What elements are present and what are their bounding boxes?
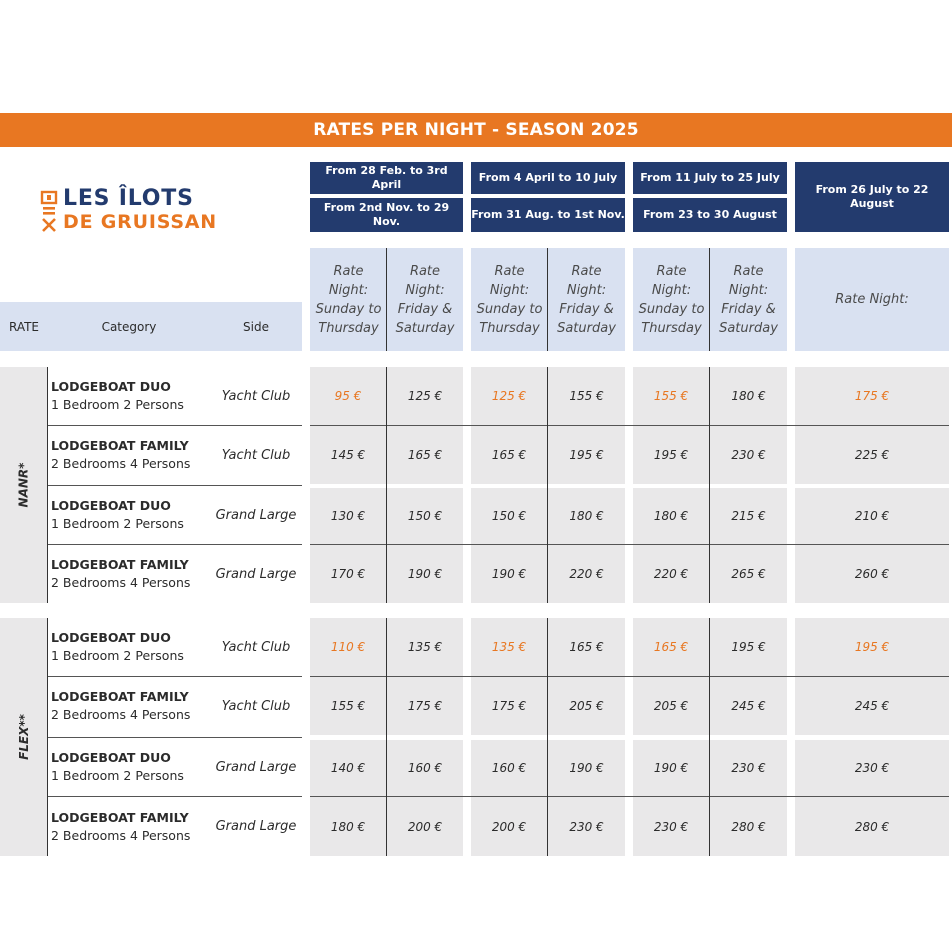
divider	[386, 248, 387, 351]
side-label: Grand Large	[215, 507, 297, 523]
price-cell: 175 €	[387, 677, 463, 735]
price-cell: 280 €	[710, 797, 787, 856]
logo	[40, 187, 280, 237]
divider	[386, 367, 387, 603]
table-row-category	[48, 367, 210, 425]
rate-group-label	[0, 618, 47, 856]
header-p3-weekend: Rate Night: Friday & Saturday	[710, 248, 787, 351]
price-cell: 230 €	[710, 740, 787, 796]
price-cell: 260 €	[795, 545, 949, 603]
table-row-category	[48, 797, 210, 856]
side-label: Yacht Club	[221, 698, 291, 714]
lighthouse-icon	[40, 190, 58, 232]
price-cell: 280 €	[795, 797, 949, 856]
category-name: LODGEBOAT FAMILY	[51, 689, 189, 704]
side-label: Yacht Club	[221, 639, 291, 655]
period-2-bottom: From 31 Aug. to 1st Nov.	[471, 198, 625, 232]
side-label: Yacht Club	[221, 447, 291, 463]
price-cell: 170 €	[310, 545, 386, 603]
rate-group-label	[0, 367, 47, 603]
price-cell: 195 €	[795, 618, 949, 676]
price-cell: 215 €	[710, 488, 787, 544]
category-desc: 2 Bedrooms 4 Persons	[51, 456, 191, 471]
price-cell: 130 €	[310, 488, 386, 544]
category-desc: 2 Bedrooms 4 Persons	[51, 575, 191, 590]
table-row-category	[48, 738, 210, 796]
header-p1-weekend: Rate Night: Friday & Saturday	[387, 248, 463, 351]
price-cell: 190 €	[387, 545, 463, 603]
price-cell: 230 €	[548, 797, 625, 856]
price-cell: 230 €	[795, 740, 949, 796]
price-cell: 195 €	[633, 426, 709, 484]
header-category: Category	[48, 302, 210, 351]
price-cell: 245 €	[795, 677, 949, 735]
price-cell: 160 €	[471, 740, 547, 796]
period-3-top: From 11 July to 25 July	[633, 162, 787, 194]
price-cell: 125 €	[471, 367, 547, 425]
table-row-category	[48, 545, 210, 603]
logo-line-2-text: DE GRUISSAN	[63, 211, 218, 233]
price-cell: 135 €	[387, 618, 463, 676]
header-p3-weekday: Rate Night: Sunday to Thursday	[633, 248, 710, 351]
header-side: Side	[210, 302, 302, 351]
price-cell: 190 €	[548, 740, 625, 796]
divider	[709, 367, 710, 603]
category-name: LODGEBOAT DUO	[51, 498, 171, 513]
side-label: Grand Large	[215, 759, 297, 775]
category-desc: 1 Bedroom 2 Persons	[51, 648, 184, 663]
table-row-category	[48, 486, 210, 544]
price-cell: 220 €	[548, 545, 625, 603]
price-cell: 220 €	[633, 545, 709, 603]
page-title-banner	[0, 113, 952, 147]
period-3-bottom: From 23 to 30 August	[633, 198, 787, 232]
price-cell: 160 €	[387, 740, 463, 796]
header-p1-weekday: Rate Night: Sunday to Thursday	[310, 248, 387, 351]
rate-group-name: NANR*	[16, 462, 31, 508]
header-p4: Rate Night:	[795, 248, 949, 351]
price-cell: 145 €	[310, 426, 386, 484]
category-desc: 1 Bedroom 2 Persons	[51, 768, 184, 783]
divider	[547, 618, 548, 856]
divider	[709, 618, 710, 856]
page-title: RATES PER NIGHT - SEASON 2025	[313, 120, 639, 140]
price-cell: 175 €	[795, 367, 949, 425]
price-cell: 135 €	[471, 618, 547, 676]
price-cell: 245 €	[710, 677, 787, 735]
price-cell: 225 €	[795, 426, 949, 484]
price-cell: 165 €	[633, 618, 709, 676]
price-cell: 95 €	[310, 367, 386, 425]
price-cell: 210 €	[795, 488, 949, 544]
category-name: LODGEBOAT DUO	[51, 750, 171, 765]
table-row-category	[48, 677, 210, 735]
category-desc: 2 Bedrooms 4 Persons	[51, 827, 191, 843]
period-1-top: From 28 Feb. to 3rd April	[310, 162, 463, 194]
price-cell: 110 €	[310, 618, 386, 676]
price-cell: 205 €	[633, 677, 709, 735]
divider	[386, 618, 387, 856]
header-p2-weekday: Rate Night: Sunday to Thursday	[471, 248, 548, 351]
table-row-category	[48, 618, 210, 676]
price-cell: 180 €	[548, 488, 625, 544]
divider	[709, 248, 710, 351]
price-cell: 150 €	[471, 488, 547, 544]
price-cell: 180 €	[633, 488, 709, 544]
category-name: LODGEBOAT DUO	[51, 379, 171, 394]
category-name: LODGEBOAT FAMILY	[51, 438, 189, 453]
category-desc: 1 Bedroom 2 Persons	[51, 397, 184, 412]
logo-line-1: LES ÎLOTS	[63, 186, 194, 211]
price-cell: 155 €	[548, 367, 625, 425]
price-cell: 265 €	[710, 545, 787, 603]
rate-group-name: FLEX**	[16, 714, 31, 760]
price-cell: 195 €	[548, 426, 625, 484]
price-cell: 230 €	[710, 426, 787, 484]
divider	[547, 367, 548, 603]
price-cell: 190 €	[633, 740, 709, 796]
divider	[547, 248, 548, 351]
price-cell: 180 €	[310, 797, 386, 856]
price-cell: 175 €	[471, 677, 547, 735]
price-cell: 200 €	[387, 797, 463, 856]
period-1-bottom: From 2nd Nov. to 29 Nov.	[310, 198, 463, 232]
header-p2-weekend: Rate Night: Friday & Saturday	[548, 248, 625, 351]
category-name: LODGEBOAT FAMILY	[51, 809, 189, 825]
price-cell: 165 €	[471, 426, 547, 484]
price-cell: 230 €	[633, 797, 709, 856]
side-label: Grand Large	[215, 566, 297, 582]
price-cell: 190 €	[471, 545, 547, 603]
price-cell: 165 €	[387, 426, 463, 484]
price-cell: 140 €	[310, 740, 386, 796]
side-label: Yacht Club	[221, 388, 291, 404]
price-cell: 150 €	[387, 488, 463, 544]
price-cell: 165 €	[548, 618, 625, 676]
category-name: LODGEBOAT FAMILY	[51, 557, 189, 572]
price-cell: 195 €	[710, 618, 787, 676]
side-label: Grand Large	[215, 819, 297, 834]
table-row-category	[48, 426, 210, 484]
price-cell: 125 €	[387, 367, 463, 425]
period-2-top: From 4 April to 10 July	[471, 162, 625, 194]
category-desc: 1 Bedroom 2 Persons	[51, 516, 184, 531]
price-cell: 180 €	[710, 367, 787, 425]
price-cell: 205 €	[548, 677, 625, 735]
price-cell: 155 €	[310, 677, 386, 735]
period-4: From 26 July to 22 August	[795, 162, 949, 232]
price-cell: 200 €	[471, 797, 547, 856]
logo-line-2	[63, 211, 217, 233]
price-cell: 155 €	[633, 367, 709, 425]
category-name: LODGEBOAT DUO	[51, 630, 171, 645]
category-desc: 2 Bedrooms 4 Persons	[51, 707, 191, 722]
header-rate: RATE	[0, 302, 48, 351]
